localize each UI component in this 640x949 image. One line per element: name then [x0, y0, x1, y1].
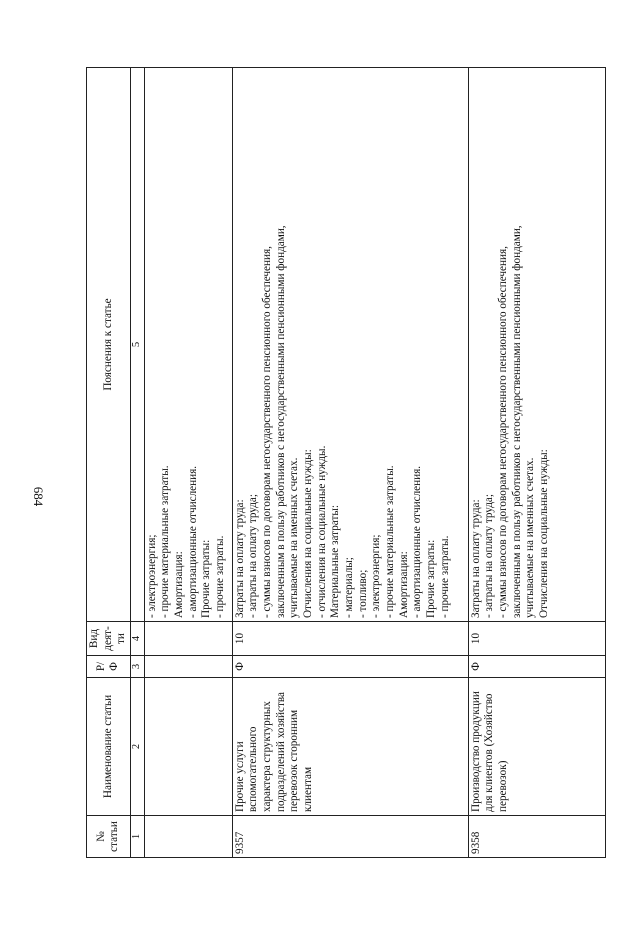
- header-row: [87, 68, 131, 858]
- explanation-line: - прочие затраты.: [438, 535, 451, 618]
- explanation-line: учитываемые на именных счетах.: [288, 457, 301, 618]
- explanation-line: Амортизация:: [397, 551, 410, 618]
- explanation-cell: [468, 68, 605, 622]
- explanation-line: - прочие материальные затраты.: [159, 465, 172, 618]
- explanation-line: - отчисления на социальные нужды.: [315, 445, 328, 618]
- articles-table: [86, 67, 606, 858]
- activity-cell: 10: [468, 622, 605, 656]
- explanation-line: заключенным в пользу работников с негосударственными пенсионными фондами,: [274, 225, 287, 618]
- explanation-line: - прочие затраты.: [214, 535, 227, 618]
- explanation-line: Отчисления на социальные нужды:: [538, 449, 551, 618]
- header-rf: Р/ Ф: [87, 656, 131, 678]
- explanation-line: - суммы взносов по договорам негосударственного пенсионного обеспечения,: [261, 246, 274, 618]
- explanation-line: - амортизационные отчисления.: [411, 465, 424, 618]
- table-row: [232, 68, 468, 858]
- explanation-line: Отчисления на социальные нужды:: [302, 449, 315, 618]
- article-no-cell: 9358: [468, 816, 605, 858]
- explanation-line: - амортизационные отчисления.: [186, 465, 199, 618]
- explanation-line: Затраты на оплату труда:: [469, 499, 482, 618]
- rf-cell: Ф: [468, 656, 605, 678]
- explanation-line: Прочие затраты:: [424, 539, 437, 618]
- explanation-line: Материальные затраты:: [329, 505, 342, 618]
- explanation-line: - топливо;: [356, 569, 369, 618]
- column-number: 3: [130, 656, 144, 678]
- header-article-no: № статьи: [87, 816, 131, 858]
- explanation-line: Прочие затраты:: [200, 539, 213, 618]
- explanation-line: - электроэнергия;: [370, 534, 383, 618]
- explanation-line: учитываемые на именных счетах.: [524, 457, 537, 618]
- activity-cell: [144, 622, 232, 656]
- table-row: [144, 68, 232, 858]
- explanation-line: - затраты на оплату труда;: [247, 494, 260, 618]
- explanation-line: - прочие материальные затраты.: [383, 465, 396, 618]
- article-no-cell: [144, 816, 232, 858]
- explanation-line: заключенным в пользу работников с негосударственными пенсионными фондами,: [510, 225, 523, 618]
- article-name-cell: [144, 678, 232, 816]
- explanation-line: - затраты на оплату труда;: [483, 494, 496, 618]
- column-number: 2: [130, 678, 144, 816]
- header-explanation: Пояснения к статье: [87, 68, 131, 622]
- column-number: 4: [130, 622, 144, 656]
- article-name-cell: Прочие услуги вспомогательного характера структурных подразделений хозяйства перевозок сторонним клиентам: [232, 678, 468, 816]
- header-article-name: Наименование статьи: [87, 678, 131, 816]
- rf-cell: Ф: [232, 656, 468, 678]
- explanation-line: Амортизация:: [173, 551, 186, 618]
- page-number-strip: [22, 44, 46, 949]
- header-activity: Вид деят-ти: [87, 622, 131, 656]
- rotated-table-sheet: [86, 68, 606, 858]
- explanation-line: - материалы;: [343, 557, 356, 618]
- article-no-cell: 9357: [232, 816, 468, 858]
- explanation-line: - электроэнергия;: [145, 534, 158, 618]
- article-name-cell: Производство продукции для клиентов (Хозяйство перевозок): [468, 678, 605, 816]
- rf-cell: [144, 656, 232, 678]
- column-number-row: [130, 68, 144, 858]
- activity-cell: 10: [232, 622, 468, 656]
- page-number: 684: [31, 486, 46, 507]
- explanation-line: - суммы взносов по договорам негосударственного пенсионного обеспечения,: [497, 246, 510, 618]
- explanation-cell: [144, 68, 232, 622]
- table-row: [468, 68, 605, 858]
- column-number: 1: [130, 816, 144, 858]
- explanation-line: Затраты на оплату труда:: [233, 499, 246, 618]
- explanation-cell: [232, 68, 468, 622]
- column-number: 5: [130, 68, 144, 622]
